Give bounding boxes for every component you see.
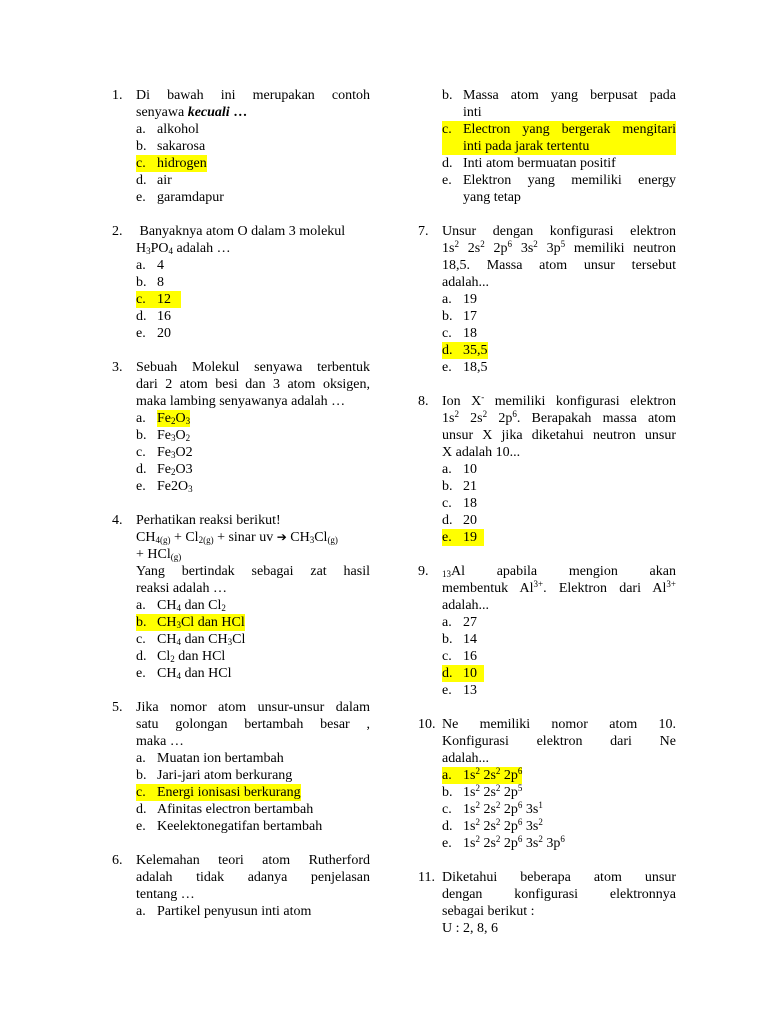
answer-option[interactable]: d. $Fe_2O3$ [136, 462, 193, 477]
question-stem: adalah... [442, 275, 490, 290]
answer-option[interactable]: e. $1s^2$ $2s^2$ $2p^6$ $3s^2$ $3p^6$ [442, 834, 565, 851]
answer-option-highlighted[interactable]: b. $CH_3Cl$ dan HCl [136, 615, 245, 630]
answer-option[interactable]: d. $1s^2$ $2s^2$ $2p^6$ $3s^2$ [442, 817, 543, 834]
answer-option[interactable]: a. 19 [442, 292, 477, 307]
question-number: 10. [418, 717, 436, 732]
question-body [442, 869, 676, 937]
answer-option[interactable]: c. 18 [442, 496, 477, 511]
answer-option[interactable]: a. 10 [442, 462, 477, 477]
question-stem: dari 2 atom besi dan 3 atom oksigen, [136, 377, 370, 392]
answer-option[interactable]: a. $CH_4$ dan $Cl_2$ [136, 598, 226, 613]
question-body [136, 359, 370, 495]
question-body [442, 393, 676, 546]
question-stem: $_{13}$Al apabila mengion akan [442, 564, 676, 579]
answer-option-highlighted[interactable]: c. hidrogen [136, 156, 207, 171]
question-body [136, 852, 370, 920]
answer-option-highlighted[interactable]: c. 12 [136, 291, 370, 308]
question-6 [112, 852, 370, 920]
question-stem: Sebuah Molekul senyawa terbentuk [136, 360, 370, 375]
electron-configuration: $1s^2$ $2s^2$ $2p^6$. Berapakah massa atom [442, 409, 677, 426]
question-stem: reaksi adalah … [136, 581, 227, 596]
answer-option[interactable]: c. $CH_4$ dan $CH_3Cl$ [136, 632, 246, 647]
answer-option[interactable]: d. 20 [442, 513, 477, 528]
question-stem: Ne memiliki nomor atom 10. [442, 717, 676, 732]
question-stem: Yang bertindak sebagai zat hasil [136, 564, 370, 579]
answer-option[interactable]: b. Massa atom yang berpusat pada inti [442, 88, 676, 120]
answer-option[interactable]: e. $CH_4$ dan HCl [136, 666, 232, 681]
question-number: 2. [112, 224, 123, 239]
answer-option-highlighted[interactable]: c. Electron yang bergerak mengitari inti pada jarak tertentu [442, 122, 676, 154]
answer-option[interactable]: d. 16 [136, 309, 171, 324]
answer-option[interactable]: e. 20 [136, 326, 171, 341]
answer-option[interactable]: c. 16 [442, 649, 477, 664]
question-10 [418, 716, 676, 852]
question-stem: U : 2, 8, 6 [442, 921, 498, 936]
question-stem: satu golongan bertambah besar , [136, 717, 370, 732]
question-11 [418, 869, 676, 937]
answer-option[interactable]: a. Muatan ion bertambah [136, 751, 284, 766]
question-stem: Di bawah ini merupakan contoh [136, 88, 370, 103]
answer-option[interactable]: b. 17 [442, 309, 477, 324]
answer-option[interactable]: e. garamdapur [136, 190, 224, 205]
answer-option[interactable]: b. sakarosa [136, 139, 206, 154]
answer-option[interactable]: e. $Fe2O_3$ [136, 479, 193, 494]
question-number: 7. [418, 224, 429, 239]
question-body [136, 87, 370, 206]
question-stem: Banyaknya atom O dalam 3 molekul [139, 224, 346, 239]
question-number: 3. [112, 360, 123, 375]
answer-option[interactable]: a. 27 [442, 615, 477, 630]
question-stem: dengan konfigurasi elektronnya [442, 887, 676, 902]
question-6-continued [418, 87, 676, 206]
answer-option[interactable]: c. $Fe_3O2$ [136, 445, 193, 460]
question-2 [112, 223, 370, 342]
answer-option[interactable]: e. 13 [442, 683, 477, 698]
question-number: 5. [112, 700, 123, 715]
answer-option[interactable]: e. Elektron yang memiliki energy yang tetap [442, 173, 676, 205]
question-5 [112, 699, 370, 835]
question-number: 11. [418, 870, 435, 885]
question-stem: maka lambing senyawanya adalah … [136, 394, 346, 409]
question-number: 9. [418, 564, 429, 579]
answer-option-highlighted[interactable]: a. $Fe_2O_3$ [136, 411, 191, 426]
question-9 [418, 563, 676, 699]
answer-option[interactable]: c. $1s^2$ $2s^2$ $2p^6$ $3s^1$ [442, 800, 543, 817]
question-stem: sebagai berikut : [442, 904, 535, 919]
answer-option[interactable]: e. 18,5 [442, 360, 488, 375]
question-4 [112, 512, 370, 682]
question-number: 6. [112, 853, 123, 868]
answer-option-highlighted[interactable]: d. 35,5 [442, 343, 488, 358]
answer-option[interactable]: b. 8 [136, 275, 164, 290]
question-body [136, 223, 370, 342]
answer-option[interactable]: c. 18 [442, 326, 477, 341]
question-stem: Jika nomor atom unsur-unsur dalam [136, 700, 370, 715]
question-stem: Ion X- memiliki konfigurasi elektron [442, 392, 676, 409]
question-stem: senyawa kecuali … [136, 105, 248, 120]
question-stem: unsur X jika diketahui neutron unsur [442, 428, 676, 443]
question-stem: adalah... [442, 598, 490, 613]
question-stem: $H_3PO_4$ adalah … [136, 241, 231, 256]
reaction-equation: $CH_{4(g)} + Cl_{2(g)}$ + sinar uv ➔ $CH_3Cl_{(g)}$ [136, 530, 338, 545]
question-body [442, 87, 676, 206]
question-stem: membentuk $Al^{3+}$. Elektron dari $Al^{3+}$ [442, 579, 676, 596]
question-body [442, 563, 676, 699]
emphasis-word: kecuali [187, 105, 230, 120]
question-body [136, 512, 370, 682]
question-body [442, 223, 676, 376]
answer-option[interactable]: a. alkohol [136, 122, 199, 137]
answer-option[interactable]: d. $Cl_2$ dan HCl [136, 649, 226, 664]
answer-option[interactable]: b. Jari-jari atom berkurang [136, 768, 293, 783]
answer-option[interactable]: e. Keelektonegatifan bertambah [136, 819, 323, 834]
answer-option[interactable]: b. $Fe_3O_2$ [136, 428, 191, 443]
left-column [112, 87, 370, 920]
question-body [136, 699, 370, 835]
answer-option[interactable]: d. Afinitas electron bertambah [136, 802, 314, 817]
question-3 [112, 359, 370, 495]
electron-configuration: $1s^2$ $2s^2$ $2p^6$ $3s^2$ $3p^5$ memiliki neutron [442, 239, 677, 256]
question-stem: adalah tidak adanya penjelasan [136, 870, 370, 885]
arrow-right-icon: ➔ [276, 530, 287, 544]
answer-option[interactable]: b. 21 [442, 479, 477, 494]
question-stem: tentang … [136, 887, 195, 902]
question-number: 8. [418, 394, 429, 409]
question-stem: adalah... [442, 751, 490, 766]
question-number: 4. [112, 513, 123, 528]
answer-option-highlighted[interactable]: d. 10 [442, 665, 676, 682]
answer-option[interactable]: a. 4 [136, 258, 164, 273]
question-stem: Konfigurasi elektron dari Ne [442, 734, 676, 749]
question-stem: Diketahui beberapa atom unsur [442, 870, 676, 885]
answer-option-highlighted[interactable]: a. $1s^2$ $2s^2$ $2p^6$ [442, 766, 523, 783]
question-7 [418, 223, 676, 376]
question-1 [112, 87, 370, 206]
right-column [418, 87, 676, 937]
answer-option[interactable]: d. air [136, 173, 172, 188]
question-stem: Kelemahan teori atom Rutherford [136, 853, 370, 868]
reaction-equation: + HCl$_{(g)}$ [136, 547, 182, 562]
answer-option[interactable]: a. Partikel penyusun inti atom [136, 904, 312, 919]
answer-option-highlighted[interactable]: c. Energi ionisasi berkurang [136, 785, 301, 800]
answer-option[interactable]: b. 14 [442, 632, 477, 647]
question-number: 1. [112, 88, 123, 103]
question-8 [418, 393, 676, 546]
answer-option[interactable]: b. $1s^2$ $2s^2$ $2p^5$ [442, 783, 523, 800]
question-stem: 18,5. Massa atom unsur tersebut [442, 258, 676, 273]
question-stem: maka … [136, 734, 184, 749]
answer-option-highlighted[interactable]: e. 19 [442, 529, 676, 546]
answer-option[interactable]: d. Inti atom bermuatan positif [442, 156, 616, 171]
question-stem: Perhatikan reaksi berikut! [136, 513, 281, 528]
question-stem: X adalah 10... [442, 445, 521, 460]
question-stem: Unsur dengan konfigurasi elektron [442, 224, 676, 239]
question-body [442, 716, 676, 852]
